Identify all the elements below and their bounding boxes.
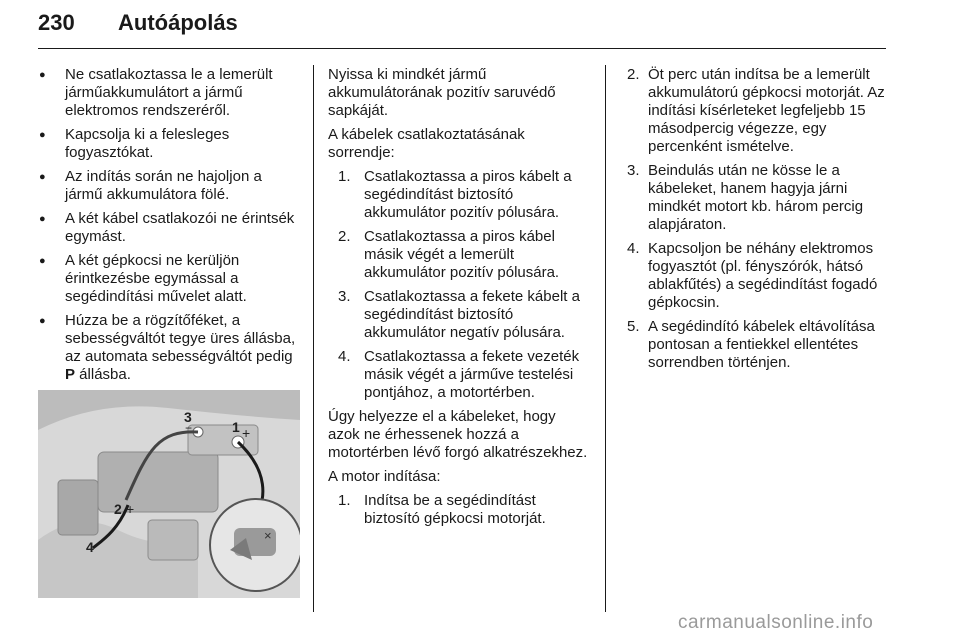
list-item-text: Húzza be a rögzítőféket, a sebességváltót tegye üres állásba, az automata sebességváltót pedig: [65, 312, 296, 365]
placement-note: Úgy helyezze el a kábeleket, hogy azok ne érhessenek hozzá a motortérben lévő forgó alkatrészekhez.: [328, 408, 588, 461]
list-item: 2. Öt perc után indítsa be a lemerült akkumulátorú gépkocsi motorját. Az indítási kísérleteket legfeljebb 15 másodpercig végezze, egy percenként ismételve.: [627, 66, 885, 155]
list-item-text: állásba.: [75, 366, 131, 383]
column-1: [38, 66, 300, 390]
order-heading: A kábelek csatlakoztatásának sorrendje:: [328, 126, 525, 161]
label-4: 4: [86, 539, 94, 555]
list-item: ● Kapcsolja ki a felesleges fogyasztókat.: [38, 126, 300, 162]
label-1: 1: [232, 419, 240, 435]
list-item: 3. Beindulás után ne kösse le a kábeleket, hanem hagyja járni mindkét motort kb. három percig alapjáraton.: [627, 162, 864, 233]
column-3: [627, 66, 889, 378]
start-heading: A motor indítása:: [328, 468, 441, 485]
column-divider-1: [313, 65, 314, 612]
list-item: 4. Kapcsoljon be néhány elektromos fogyasztót (pl. fényszórók, hátsó ablakfűtés) a segédindítást fogadó gépkocsin.: [627, 240, 878, 311]
start-steps: [338, 492, 590, 528]
watermark: carmanualsonline.info: [678, 612, 874, 633]
list-item: 5. A segédindító kábelek eltávolítása pontosan a fentiekkel ellentétes sorrendben történjen.: [627, 318, 875, 371]
label-plus-1: +: [242, 425, 251, 441]
list-item: 4. Csatlakoztassa a fekete vezeték másik végét a járműve testelési pontjához, a motortérben.: [338, 348, 580, 401]
page-header: [38, 6, 886, 42]
label-2: 2: [114, 501, 122, 517]
list-item: 2. Csatlakoztassa a piros kábel másik végét a lemerült akkumulátor pozitív pólusára.: [338, 228, 560, 281]
engine-bay-figure: [38, 390, 300, 598]
connection-steps: [338, 168, 590, 402]
list-item: ● A két gépkocsi ne kerüljön érintkezésbe egymással a segédindítási művelet alatt.: [38, 252, 300, 306]
list-item: 1. Indítsa be a segédindítást biztosító gépkocsi motorját.: [338, 492, 546, 527]
list-item: [38, 312, 300, 384]
list-item: ● Az indítás során ne hajoljon a jármű akkumulátora fölé.: [38, 168, 300, 204]
label-plus-2: +: [126, 501, 135, 517]
header-rule: [38, 48, 886, 49]
gear-position-p: P: [65, 366, 76, 383]
label-3: 3: [184, 409, 192, 425]
list-item: ● Ne csatlakoztassa le a lemerült járműakkumulátort a jármű elektromos rendszeréről.: [38, 66, 300, 120]
column-2: [328, 66, 590, 534]
precaution-list: [38, 66, 300, 384]
intro-paragraph: Nyissa ki mindkét jármű akkumulátorának pozitív saruvédő sapkáját.: [328, 66, 556, 119]
list-item: 1. Csatlakoztassa a piros kábelt a segédindítást biztosító akkumulátor pozitív pólusára.: [338, 168, 572, 221]
section-title: Autóápolás: [118, 10, 238, 35]
label-minus-3: −: [185, 421, 193, 435]
column-divider-2: [605, 65, 606, 612]
list-item: ● A két kábel csatlakozói ne érintsék egymást.: [38, 210, 300, 246]
svg-text:×: ×: [264, 528, 272, 543]
start-steps-continued: [627, 66, 889, 372]
jump-start-illustration: [38, 390, 300, 598]
page-number: 230: [38, 10, 75, 35]
list-item: 3. Csatlakoztassa a fekete kábelt a segédindítást biztosító akkumulátor negatív pólusára.: [338, 288, 580, 341]
